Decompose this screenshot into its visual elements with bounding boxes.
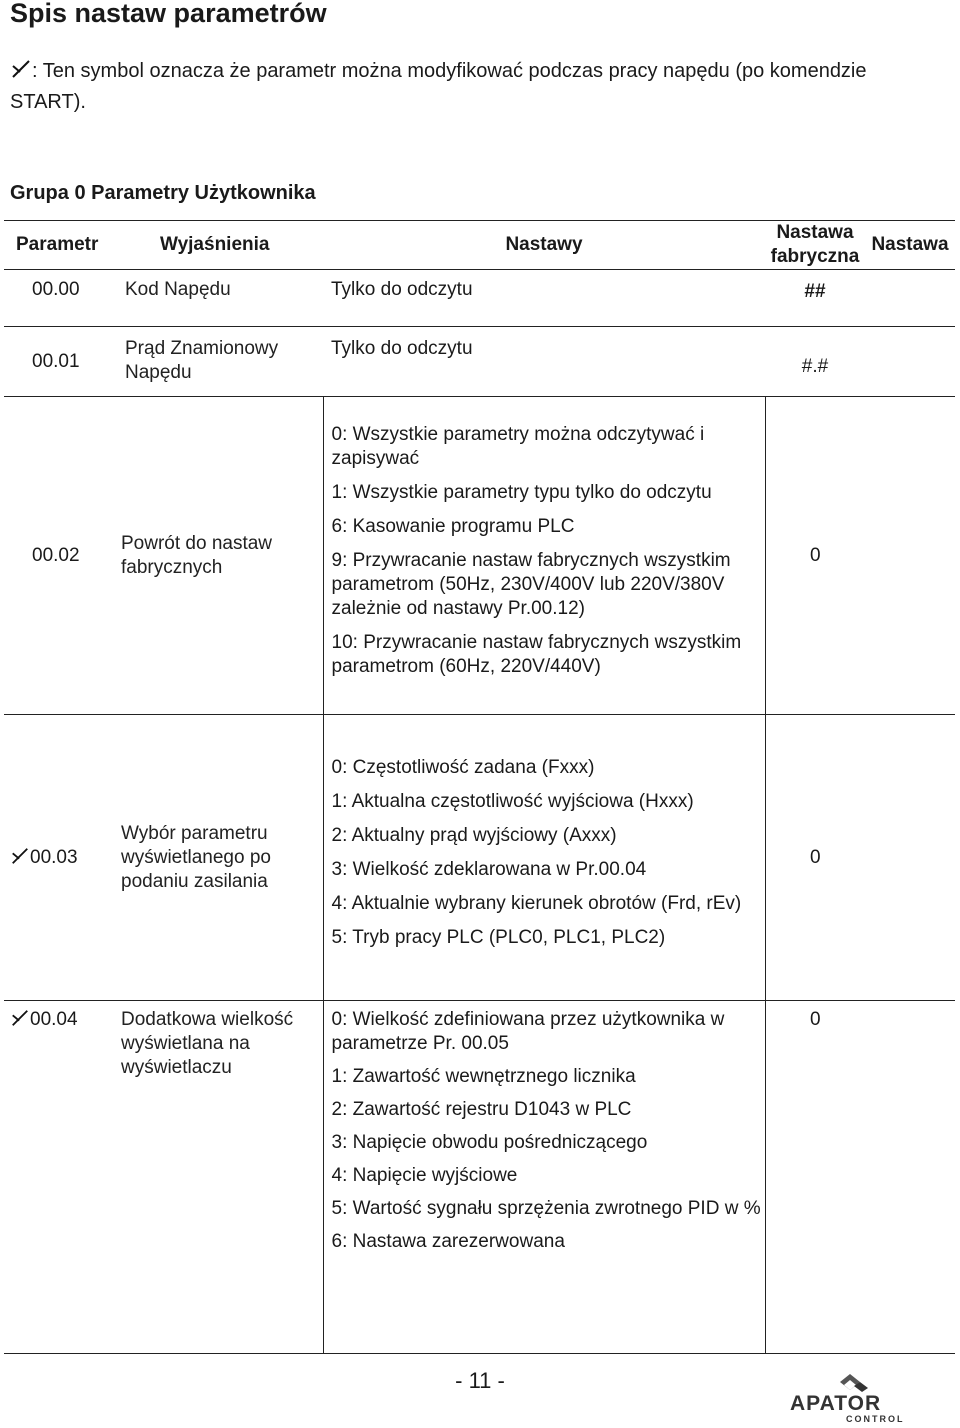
table-row — [4, 327, 955, 397]
param-settings — [323, 715, 765, 1001]
edit-while-running-icon — [10, 1008, 30, 1028]
setting-option: 2: Zawartość rejestru D1043 w PLC — [331, 1099, 632, 1120]
param-explanation: Kod Napędu — [115, 270, 323, 327]
group-title: Grupa 0 Parametry Użytkownika — [10, 182, 316, 204]
user-value — [865, 397, 955, 715]
param-explanation: Powrót do nastaw fabrycznych — [115, 397, 323, 715]
setting-option: 1: Zawartość wewnętrznego licznika — [331, 1066, 636, 1087]
setting-option: 0: Wszystkie parametry można odczytywać i zapisywać — [331, 423, 705, 469]
header-user: Nastawa — [865, 221, 955, 270]
legend — [10, 56, 940, 118]
param-explanation: Wybór parametru wyświetlanego po podaniu zasilania — [115, 715, 323, 1001]
edit-while-running-icon — [10, 846, 30, 866]
setting-option: 9: Przywracanie nastaw fabrycznych wszystkim parametrom (50Hz, 230V/400V lub 220V/380V zależnie od nastawy Pr.00.12) — [331, 549, 731, 619]
param-number-text: 00.04 — [30, 1009, 78, 1030]
param-number — [4, 715, 115, 1001]
user-value — [865, 270, 955, 327]
setting-option: 1: Wszystkie parametry typu tylko do odczytu — [331, 481, 712, 503]
factory-value: 0 — [765, 397, 865, 715]
setting-option: 0: Wielkość zdefiniowana przez użytkownika w parametrze Pr. 00.05 — [331, 1009, 725, 1054]
setting-option: 5: Wartość sygnału sprzężenia zwrotnego PID w % — [331, 1198, 761, 1219]
setting-option: 3: Wielkość zdeklarowana w Pr.00.04 — [331, 858, 647, 880]
param-number: 00.01 — [4, 327, 115, 397]
header-settings: Nastawy — [323, 221, 765, 270]
setting-option: 6: Nastawa zarezerwowana — [331, 1231, 565, 1252]
header-factory-line1: Nastawa — [776, 222, 854, 243]
table-row — [4, 1001, 955, 1354]
header-factory-line2: fabryczna — [770, 246, 860, 267]
logo-text: APATOR — [790, 1392, 882, 1415]
setting-option: 4: Aktualnie wybrany kierunek obrotów (Frd, rEv) — [331, 892, 742, 914]
legend-text: : Ten symbol oznacza że parametr można modyfikować podczas pracy napędu (po komendzie START). — [10, 60, 867, 113]
logo-mark — [840, 1374, 868, 1392]
logo-subtext: CONTROL — [846, 1414, 905, 1424]
param-number — [4, 1001, 115, 1354]
param-number: 00.02 — [4, 397, 115, 715]
edit-while-running-icon — [10, 58, 32, 80]
user-value — [865, 327, 955, 397]
setting-option: Tylko do odczytu — [331, 279, 473, 300]
param-number: 00.00 — [4, 270, 115, 327]
factory-value: ## — [765, 270, 865, 327]
setting-option: 3: Napięcie obwodu pośredniczącego — [331, 1132, 648, 1153]
param-settings — [323, 327, 765, 397]
parameters-table — [4, 220, 955, 1354]
header-param: Parametr — [4, 221, 115, 270]
setting-option: 0: Częstotliwość zadana (Fxxx) — [331, 756, 595, 778]
factory-value: #.# — [765, 327, 865, 397]
setting-option: 10: Przywracanie nastaw fabrycznych wszystkim parametrom (60Hz, 220V/440V) — [331, 631, 742, 677]
table-row — [4, 715, 955, 1001]
setting-option: Tylko do odczytu — [331, 338, 473, 359]
setting-option: 5: Tryb pracy PLC (PLC0, PLC1, PLC2) — [331, 926, 666, 948]
param-explanation: Dodatkowa wielkość wyświetlana na wyświetlaczu — [115, 1001, 323, 1354]
table-row — [4, 397, 955, 715]
table-header — [4, 221, 955, 270]
page-title: Spis nastaw parametrów — [10, 0, 327, 28]
apator-control-logo — [788, 1372, 918, 1424]
header-explanation: Wyjaśnienia — [115, 221, 323, 270]
factory-value: 0 — [765, 1001, 865, 1354]
setting-option: 2: Aktualny prąd wyjściowy (Axxx) — [331, 824, 617, 846]
factory-value: 0 — [765, 715, 865, 1001]
setting-option: 1: Aktualna częstotliwość wyjściowa (Hxxx) — [331, 790, 694, 812]
table-row — [4, 270, 955, 327]
param-number-text: 00.03 — [30, 846, 78, 868]
user-value — [865, 1001, 955, 1354]
user-value — [865, 715, 955, 1001]
param-settings — [323, 1001, 765, 1354]
param-explanation: Prąd Znamionowy Napędu — [115, 327, 323, 397]
param-settings — [323, 270, 765, 327]
param-settings — [323, 397, 765, 715]
setting-option: 6: Kasowanie programu PLC — [331, 515, 575, 537]
page-number: - 11 - — [455, 1368, 505, 1393]
header-factory — [765, 221, 865, 270]
setting-option: 4: Napięcie wyjściowe — [331, 1165, 518, 1186]
